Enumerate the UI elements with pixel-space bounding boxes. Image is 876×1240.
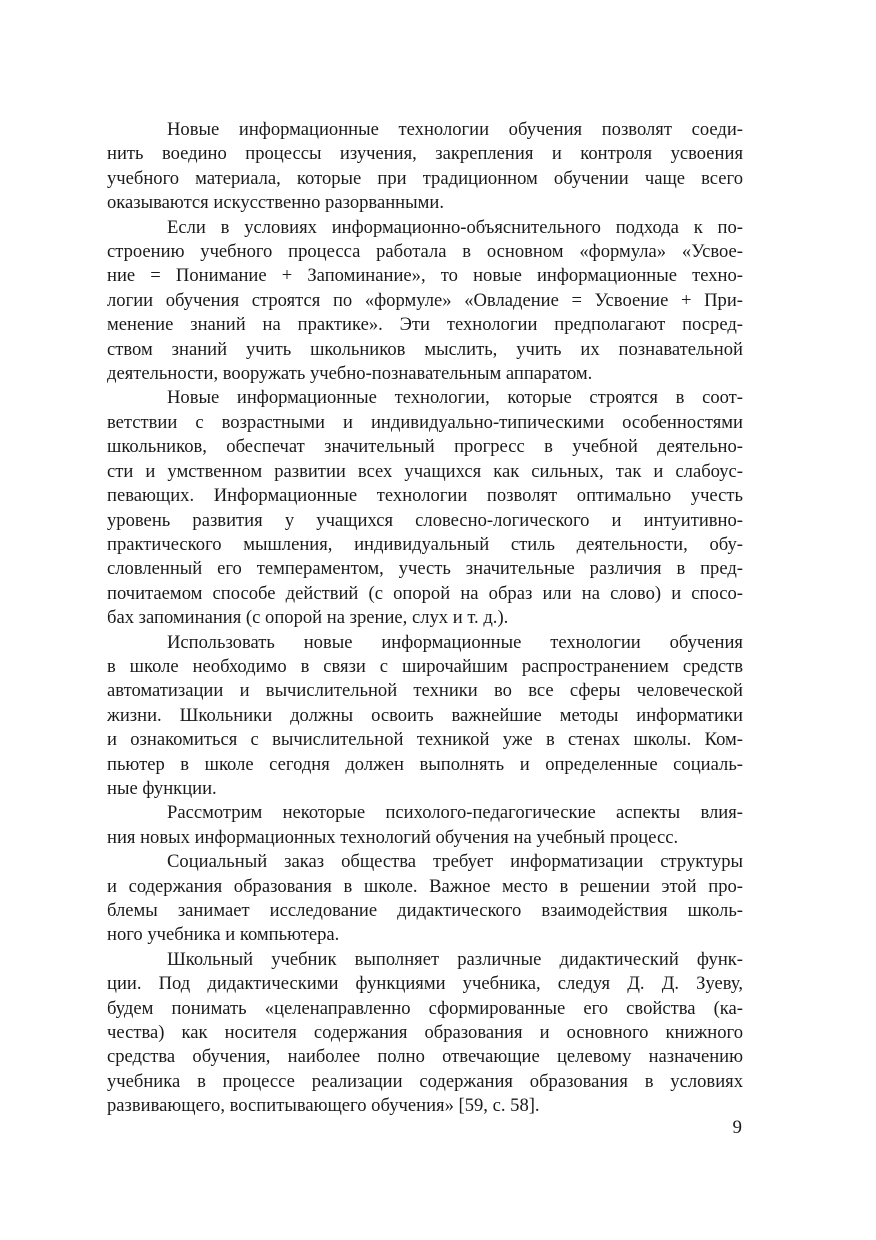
text-line: Если в условиях информационно-объяснительного подхода к по- [167, 216, 743, 238]
text-line: Социальный заказ общества требует информатизации структуры [167, 851, 743, 873]
text-line: будем понимать «целенаправленно сформированные его свойства (ка- [107, 997, 743, 1019]
text-line: Школьный учебник выполняет различные дидактический функ- [167, 948, 743, 970]
text-line: сти и умственном развитии всех учащихся как сильных, так и слабоус- [107, 460, 743, 482]
text-line: бах запоминания (с опорой на зрение, слух и т. д.). [107, 607, 509, 629]
paragraph [107, 386, 743, 630]
text-line: практического мышления, индивидуальный стиль деятельности, обу- [107, 533, 743, 555]
text-line: ния новых информационных технологий обучения на учебный процесс. [107, 826, 679, 848]
text-line: строению учебного процесса работала в основном «формула» «Усвое- [107, 241, 743, 263]
text-line: уровень развития у учащихся словесно-логического и интуитивно- [107, 509, 743, 531]
text-line: словленный его темпераментом, учесть значительные различия в пред- [107, 558, 743, 580]
text-line: жизни. Школьники должны освоить важнейшие методы информатики [107, 704, 743, 726]
text-line: Использовать новые информационные технологии обучения [167, 631, 743, 653]
text-line: средства обучения, наиболее полно отвечающие целевому назначению [107, 1046, 743, 1068]
paragraph [107, 801, 743, 850]
text-line: почитаемом способе действий (с опорой на образ или на слово) и спосо- [107, 582, 743, 604]
text-line: ного учебника и компьютера. [107, 924, 340, 946]
paragraph [107, 948, 743, 1119]
paragraph [107, 631, 743, 802]
text-line: ветствии с возрастными и индивидуально-типическими особенностями [107, 411, 743, 433]
text-line: нить воедино процессы изучения, закрепления и контроля усвоения [107, 143, 743, 165]
text-line: автоматизации и вычислительной техники во все сферы человеческой [107, 680, 743, 702]
paragraph [107, 850, 743, 948]
body-text [107, 118, 743, 1119]
text-line: чества) как носителя содержания образования и основного книжного [107, 1022, 743, 1044]
text-line: Новые информационные технологии, которые строятся в соот- [167, 387, 743, 409]
text-line: учебника в процессе реализации содержания образования в условиях [107, 1070, 743, 1092]
text-line: логии обучения строятся по «формуле» «Овладение = Усвоение + При- [107, 289, 743, 311]
text-line: ством знаний учить школьников мыслить, учить их познавательной [107, 338, 743, 360]
text-line: школьников, обеспечат значительный прогресс в учебной деятельно- [107, 436, 743, 458]
paragraph [107, 118, 743, 216]
text-line: ние = Понимание + Запоминание», то новые информационные техно- [107, 265, 743, 287]
text-line: учебного материала, которые при традиционном обучении чаще всего [107, 167, 743, 189]
text-line: блемы занимает исследование дидактического взаимодействия школь- [107, 900, 743, 921]
text-line: оказываются искусственно разорванными. [107, 192, 444, 214]
paragraph [107, 216, 743, 387]
text-line: ные функции. [107, 777, 217, 799]
text-line: деятельности, вооружать учебно-познавательным аппаратом. [107, 363, 593, 385]
text-line: Рассмотрим некоторые психолого-педагогические аспекты влия- [167, 802, 743, 824]
text-line: развивающего, воспитывающего обучения» [59, с. 58]. [107, 1095, 540, 1117]
text-line: в школе необходимо в связи с широчайшим распространением средств [107, 655, 743, 677]
text-line: пьютер в школе сегодня должен выполнять и определенные социаль- [107, 753, 743, 775]
text-line: Новые информационные технологии обучения позволят соеди- [167, 119, 743, 140]
text-line: ции. Под дидактическими функциями учебника, следуя Д. Д. Зуеву, [107, 973, 743, 995]
text-line: и ознакомиться с вычислительной техникой уже в стенах школы. Ком- [107, 729, 743, 751]
text-line: менение знаний на практике». Эти технологии предполагают посред- [107, 314, 743, 336]
page-number: 9 [732, 1117, 742, 1138]
text-line: и содержания образования в школе. Важное место в решении этой про- [107, 875, 743, 897]
text-line: певающих. Информационные технологии позволят оптимально учесть [107, 485, 743, 507]
